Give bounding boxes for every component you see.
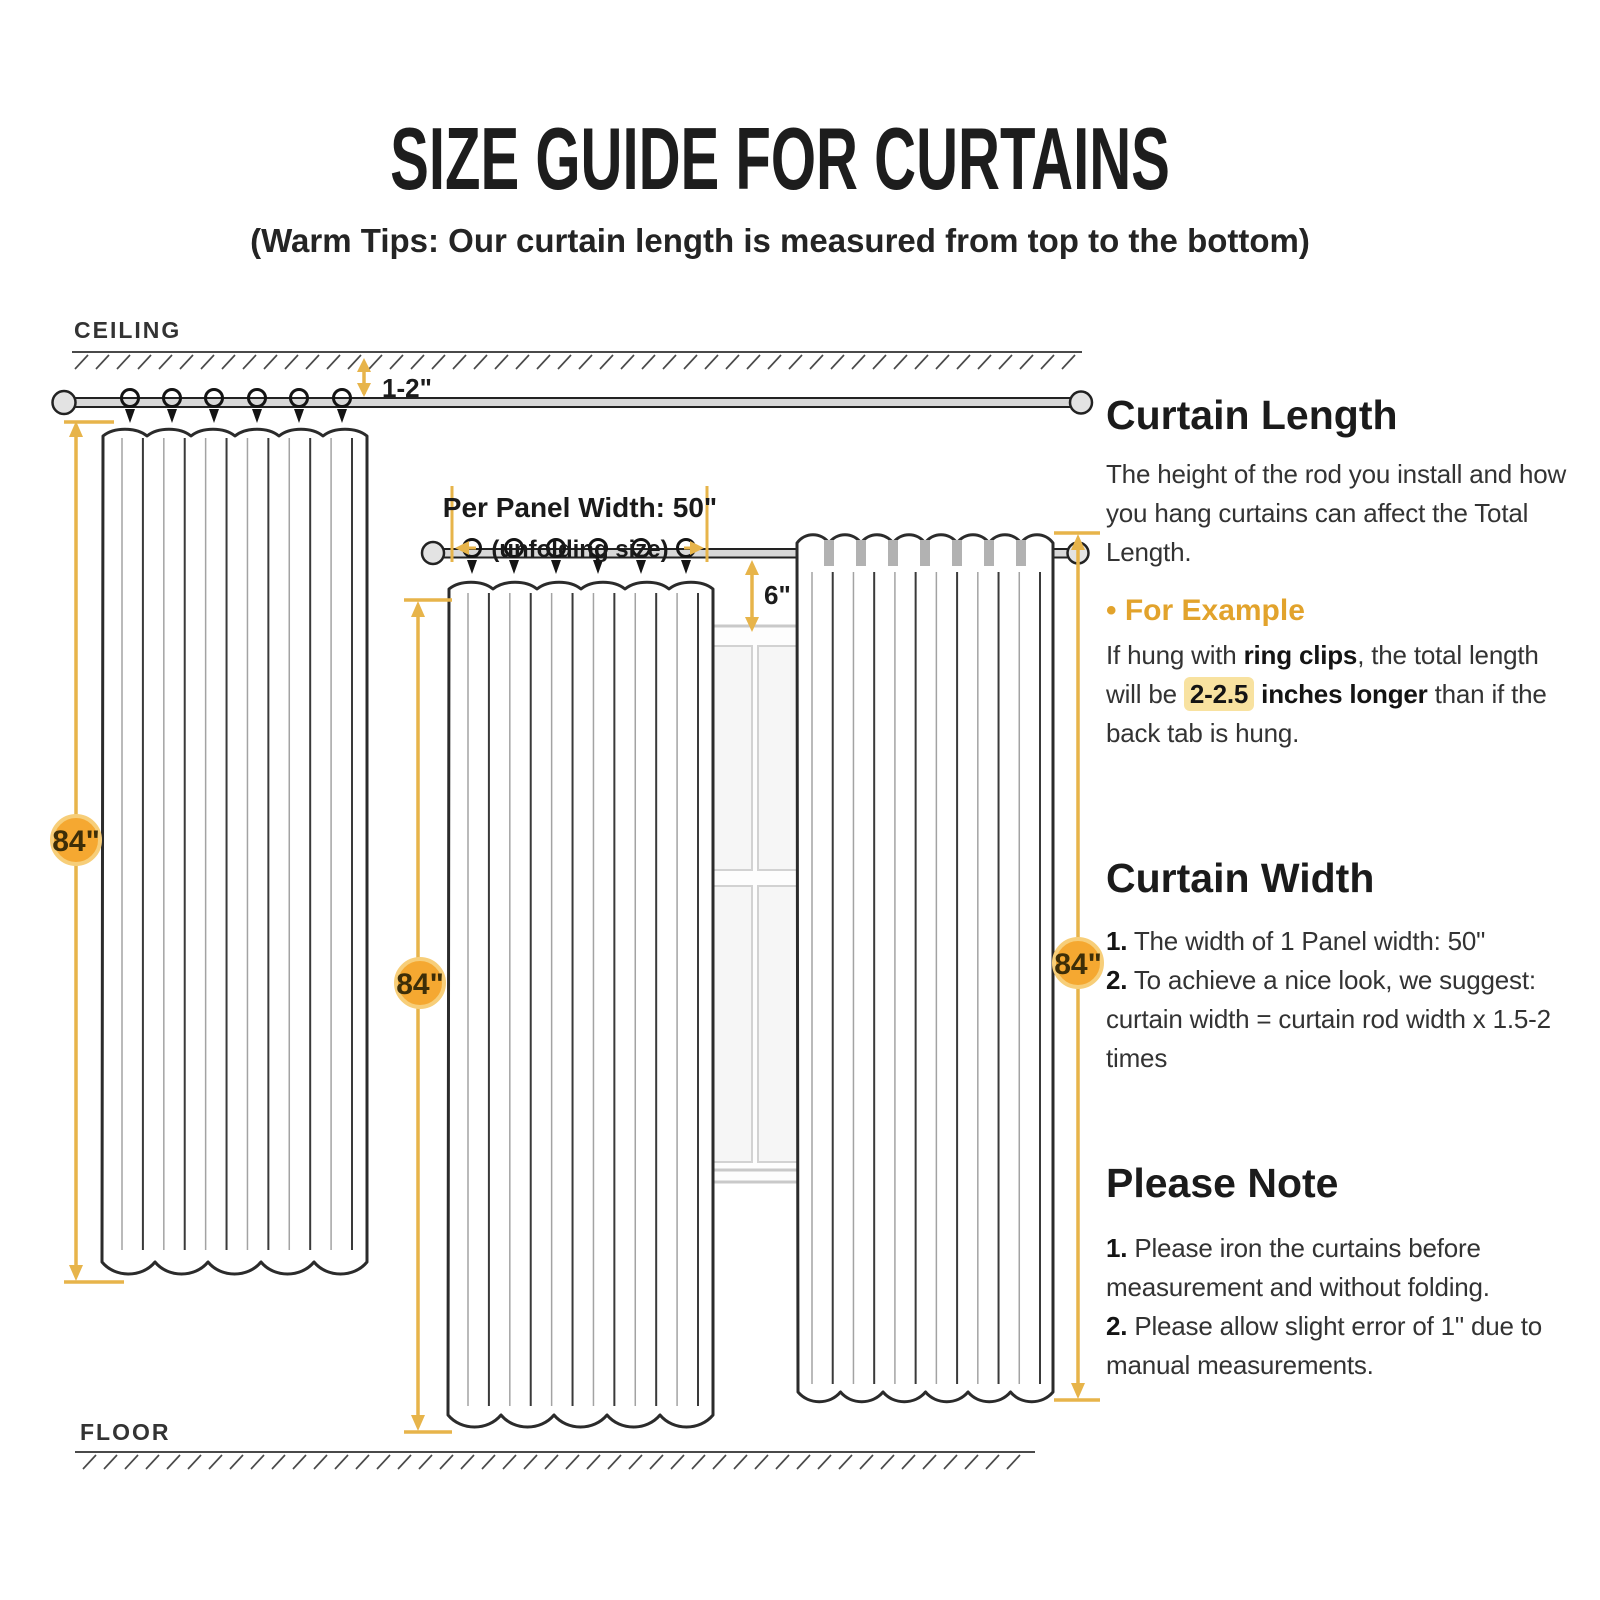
curtain-width-item-2 (1106, 961, 1568, 1078)
left-curtain (102, 390, 367, 1275)
right-curtain (797, 535, 1053, 1402)
item-number: 2. (1106, 1311, 1128, 1341)
middle-curtain (448, 540, 713, 1428)
window (701, 626, 800, 1182)
item-text: The width of 1 Panel width: 50" (1127, 926, 1486, 956)
item-number: 1. (1106, 1233, 1128, 1263)
floor-line (75, 1452, 1035, 1469)
curtain-length-description: The height of the rod you install and how you hang curtains can affect the Total Length. (1106, 459, 1567, 567)
example-text (1106, 636, 1568, 753)
example-text-part: than if the back tab is hung. (1106, 679, 1547, 748)
ceiling-label: CEILING (74, 317, 182, 343)
please-note-item-1 (1106, 1229, 1568, 1307)
rod-to-window-label: 6" (764, 580, 791, 610)
panel-width-sublabel: (unfolding size) (491, 536, 669, 563)
item-number: 1. (1106, 926, 1128, 956)
middle-curtain-length-label: 84" (396, 968, 444, 1001)
rod-to-window-measure (745, 560, 791, 632)
item-number: 2. (1106, 965, 1128, 995)
example-bold-inches: inches longer (1254, 679, 1428, 709)
right-curtain-length-label: 84" (1054, 948, 1102, 981)
page-subtitle: (Warm Tips: Our curtain length is measured from top to the bottom) (250, 222, 1310, 259)
curtain-width-item-1 (1106, 922, 1568, 961)
section-curtain-length (1106, 392, 1568, 753)
please-note-heading: Please Note (1106, 1160, 1339, 1206)
curtain-width-heading: Curtain Width (1106, 855, 1375, 901)
item-text: To achieve a nice look, we suggest: curtain width = curtain rod width x 1.5-2 times (1106, 965, 1551, 1073)
length-measure-middle (396, 600, 452, 1432)
item-text: Please allow slight error of 1" due to manual measurements. (1106, 1311, 1543, 1380)
example-highlight: 2-2.5 (1184, 677, 1254, 711)
panel-width-label: Per Panel Width: 50" (442, 492, 718, 523)
floor-label: FLOOR (80, 1419, 171, 1445)
example-text-part: , the total length will be (1106, 640, 1539, 709)
section-please-note (1106, 1160, 1568, 1385)
please-note-item-2 (1106, 1307, 1568, 1385)
left-curtain-length-label: 84" (52, 825, 100, 858)
ceiling-gap-label: 1-2" (382, 373, 432, 403)
curtain-length-heading: Curtain Length (1106, 392, 1398, 438)
item-text: Please iron the curtains before measurement and without folding. (1106, 1233, 1490, 1302)
length-measure-right (1054, 533, 1102, 1400)
ceiling-line (72, 352, 1082, 369)
section-curtain-width (1106, 855, 1568, 1078)
example-bold-ring-clips: ring clips (1243, 640, 1358, 670)
example-label: • For Example (1106, 594, 1305, 627)
page-title: SIZE GUIDE FOR CURTAINS (390, 109, 1170, 208)
example-text-part: If hung with (1106, 640, 1244, 670)
